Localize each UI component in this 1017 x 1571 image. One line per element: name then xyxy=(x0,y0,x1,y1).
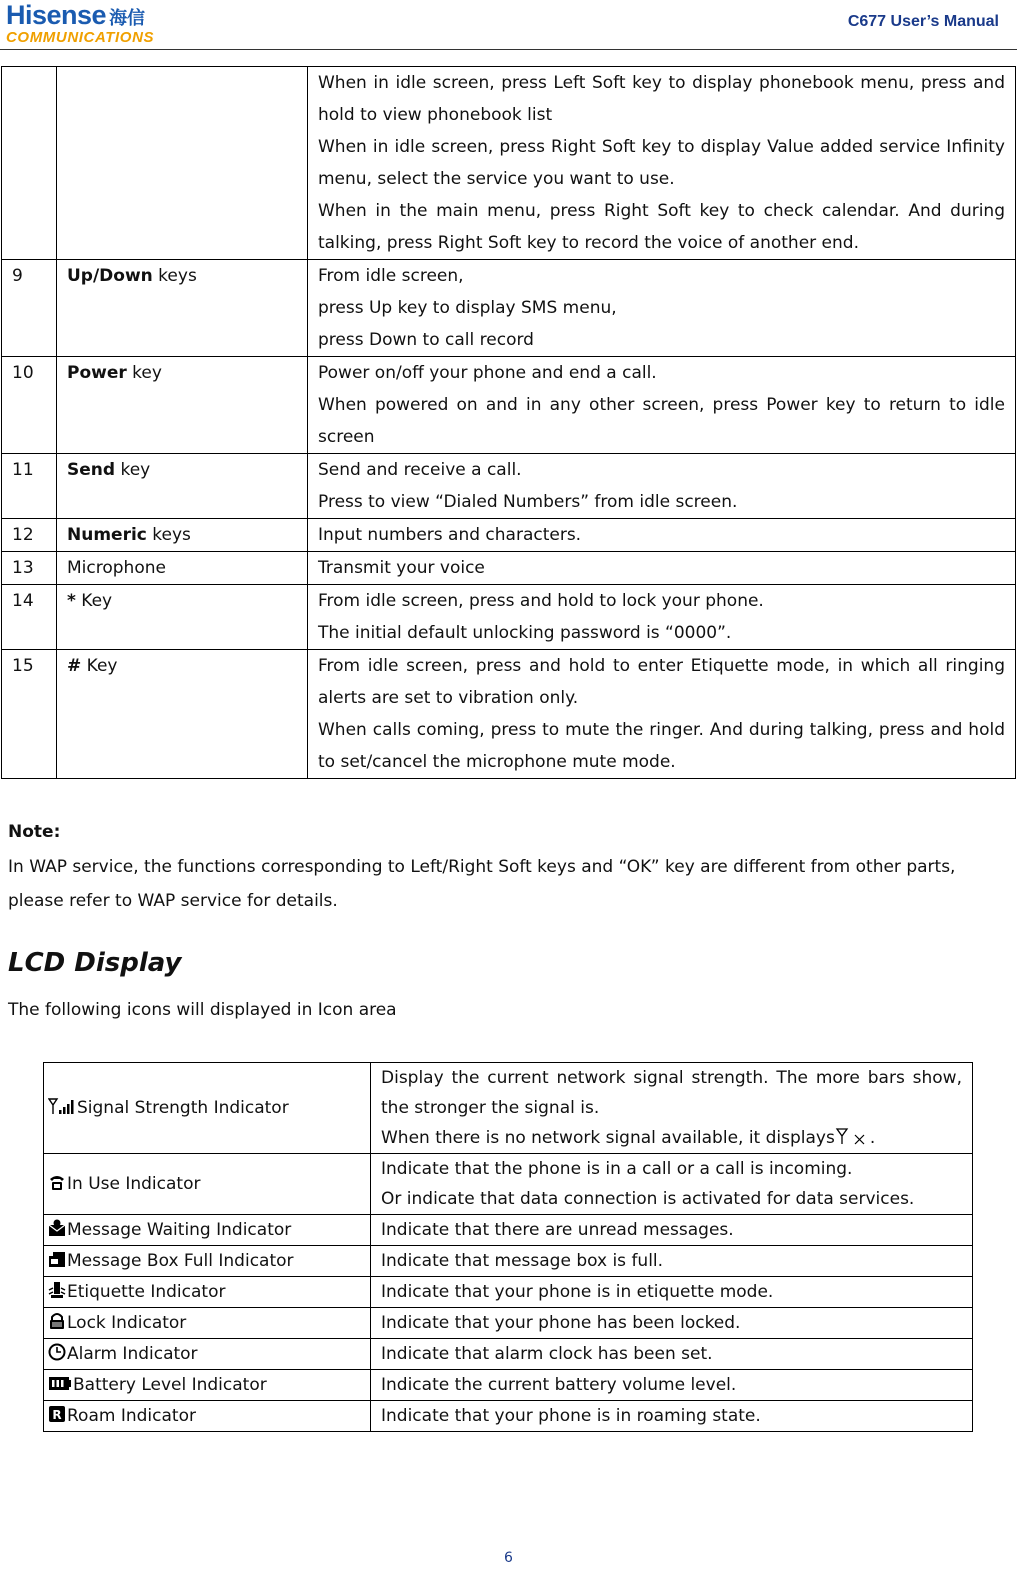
description-line: When in the main menu, press Right Soft key to check calendar. And during talking, press Right Soft key to record the voice of another end. xyxy=(318,201,1005,253)
hisense-logo xyxy=(6,2,196,46)
indicator-name xyxy=(44,1154,371,1215)
section-title-lcd-display: LCD Display xyxy=(8,948,182,978)
table-row xyxy=(2,454,1016,519)
key-name-rest: key xyxy=(126,363,162,383)
description-text: Indicate that message box is full. xyxy=(381,1251,664,1271)
key-number: 9 xyxy=(2,260,57,357)
description-line: From idle screen, press and hold to enter Etiquette mode, in which all ringing alerts are set to vibration only. xyxy=(318,656,1005,708)
key-number: 13 xyxy=(2,552,57,585)
page-header xyxy=(0,0,1017,50)
description-text: Indicate the current battery volume level. xyxy=(381,1375,737,1395)
key-name-bold: # xyxy=(67,656,82,676)
section-intro: The following icons will displayed in Icon area xyxy=(8,1000,397,1020)
description-text: Display the current network signal strength. The more bars show, the stronger the signal is. xyxy=(381,1068,962,1118)
table-row xyxy=(2,357,1016,454)
description-line xyxy=(381,1123,962,1153)
key-name xyxy=(57,260,308,357)
manual-title: C677 User’s Manual xyxy=(847,13,999,30)
description-line: When calls coming, press to mute the ringer. And during talking, press and hold to set/cancel the microphone mute mode. xyxy=(318,720,1005,772)
indicator-description xyxy=(371,1401,973,1432)
indicator-name xyxy=(44,1339,371,1370)
key-name-bold: Send xyxy=(67,460,116,480)
description-line: Power on/off your phone and end a call. xyxy=(318,363,657,383)
message-box-full-icon xyxy=(48,1248,66,1266)
key-number: 12 xyxy=(2,519,57,552)
etiquette-icon xyxy=(48,1279,66,1297)
description-line xyxy=(381,1277,962,1307)
table-row xyxy=(2,585,1016,650)
key-name-rest: key xyxy=(115,460,151,480)
description-line: Send and receive a call. xyxy=(318,460,522,480)
key-description xyxy=(308,454,1016,519)
table-row xyxy=(2,519,1016,552)
key-name-rest: keys xyxy=(146,525,191,545)
key-number: 11 xyxy=(2,454,57,519)
key-description xyxy=(308,585,1016,650)
table-row xyxy=(44,1215,973,1246)
key-description xyxy=(308,260,1016,357)
description-text: Indicate that alarm clock has been set. xyxy=(381,1344,713,1364)
description-text: Indicate that your phone is in etiquette mode. xyxy=(381,1282,774,1302)
key-number: 14 xyxy=(2,585,57,650)
indicator-label: In Use Indicator xyxy=(67,1174,201,1194)
table-row xyxy=(44,1277,973,1308)
description-line xyxy=(381,1370,962,1400)
no-signal-icon xyxy=(835,1125,869,1143)
keys-table xyxy=(1,66,1016,779)
key-number: 10 xyxy=(2,357,57,454)
indicator-name xyxy=(44,1246,371,1277)
key-description xyxy=(308,650,1016,779)
indicator-description xyxy=(371,1277,973,1308)
icons-table xyxy=(43,1062,973,1432)
indicator-description xyxy=(371,1339,973,1370)
description-line xyxy=(381,1063,962,1123)
key-description xyxy=(308,519,1016,552)
page-number: 6 xyxy=(504,1550,513,1566)
table-row xyxy=(44,1401,973,1432)
table-row xyxy=(44,1339,973,1370)
indicator-label: Etiquette Indicator xyxy=(67,1282,226,1302)
key-number xyxy=(2,67,57,260)
table-row xyxy=(44,1370,973,1401)
table-row xyxy=(44,1154,973,1215)
description-text: When there is no network signal available, it displays xyxy=(381,1128,835,1148)
key-description xyxy=(308,552,1016,585)
logo-subtitle: COMMUNICATIONS xyxy=(6,29,155,46)
logo-cjk: 海信 xyxy=(109,8,146,29)
signal-strength-icon xyxy=(48,1095,76,1113)
indicator-name xyxy=(44,1370,371,1401)
indicator-description xyxy=(371,1215,973,1246)
svg-text:R: R xyxy=(52,1408,62,1422)
indicator-description xyxy=(371,1308,973,1339)
description-line xyxy=(381,1184,962,1214)
table-row xyxy=(2,260,1016,357)
note-text: In WAP service, the functions corresponding to Left/Right Soft keys and “OK” key are different from other parts, please refer to WAP service for details. xyxy=(8,857,956,911)
indicator-label: Lock Indicator xyxy=(67,1313,187,1333)
description-line: When in idle screen, press Left Soft key to display phonebook menu, press and hold to view phonebook list xyxy=(318,73,1005,125)
key-name-rest: Key xyxy=(81,656,118,676)
description-line xyxy=(381,1154,962,1184)
indicator-description xyxy=(371,1370,973,1401)
logo-brand: Hisense xyxy=(6,0,107,30)
description-line xyxy=(381,1246,962,1276)
description-text: Or indicate that data connection is activated for data services. xyxy=(381,1189,915,1209)
description-suffix: . xyxy=(869,1128,876,1148)
description-line: press Down to call record xyxy=(318,330,534,350)
table-row xyxy=(44,1246,973,1277)
description-line: Input numbers and characters. xyxy=(318,525,582,545)
description-line: When powered on and in any other screen, press Power key to return to idle screen xyxy=(318,395,1005,447)
note-label: Note: xyxy=(8,822,61,842)
indicator-label: Alarm Indicator xyxy=(67,1344,198,1364)
description-text: Indicate that the phone is in a call or a call is incoming. xyxy=(381,1159,853,1179)
in-use-phone-icon xyxy=(48,1171,66,1189)
key-description xyxy=(308,67,1016,260)
description-line: press Up key to display SMS menu, xyxy=(318,298,617,318)
key-name-rest: Key xyxy=(75,591,113,611)
description-line xyxy=(381,1401,962,1431)
message-waiting-icon xyxy=(48,1217,66,1235)
indicator-name xyxy=(44,1277,371,1308)
lock-icon xyxy=(48,1310,66,1328)
key-name xyxy=(57,67,308,260)
key-name xyxy=(57,650,308,779)
key-name xyxy=(57,585,308,650)
description-line: Transmit your voice xyxy=(318,558,485,578)
battery-icon xyxy=(48,1372,72,1390)
indicator-label: Message Waiting Indicator xyxy=(67,1220,292,1240)
key-number: 15 xyxy=(2,650,57,779)
description-line: From idle screen, xyxy=(318,266,464,286)
key-name xyxy=(57,552,308,585)
indicator-label: Battery Level Indicator xyxy=(73,1375,267,1395)
description-line: Press to view “Dialed Numbers” from idle screen. xyxy=(318,492,738,512)
roam-icon xyxy=(48,1403,66,1421)
description-text: Indicate that your phone is in roaming state. xyxy=(381,1406,761,1426)
alarm-clock-icon xyxy=(48,1341,66,1359)
key-name-rest: Microphone xyxy=(67,558,166,578)
table-row xyxy=(44,1063,973,1154)
indicator-description xyxy=(371,1154,973,1215)
indicator-label: Signal Strength Indicator xyxy=(77,1098,289,1118)
indicator-label: Message Box Full Indicator xyxy=(67,1251,294,1271)
indicator-name xyxy=(44,1215,371,1246)
table-row xyxy=(2,552,1016,585)
description-text: Indicate that there are unread messages. xyxy=(381,1220,734,1240)
key-description xyxy=(308,357,1016,454)
description-text: Indicate that your phone has been locked. xyxy=(381,1313,741,1333)
indicator-description xyxy=(371,1063,973,1154)
key-name xyxy=(57,454,308,519)
key-name xyxy=(57,357,308,454)
description-line xyxy=(381,1339,962,1369)
indicator-description xyxy=(371,1246,973,1277)
key-name-rest: keys xyxy=(152,266,197,286)
key-name-bold: * xyxy=(67,591,76,611)
table-row xyxy=(2,67,1016,260)
key-name-bold: Up/Down xyxy=(67,266,153,286)
key-name-bold: Numeric xyxy=(67,525,147,545)
indicator-name xyxy=(44,1063,371,1154)
key-name xyxy=(57,519,308,552)
description-line: When in idle screen, press Right Soft key to display Value added service Infinity menu, select the service you want to use. xyxy=(318,137,1005,189)
description-line: From idle screen, press and hold to lock your phone. xyxy=(318,591,764,611)
indicator-label: Roam Indicator xyxy=(67,1406,196,1426)
table-row xyxy=(2,650,1016,779)
description-line: The initial default unlocking password is “0000”. xyxy=(318,623,732,643)
description-line xyxy=(381,1308,962,1338)
description-line xyxy=(381,1215,962,1245)
key-name-bold: Power xyxy=(67,363,127,383)
indicator-name xyxy=(44,1308,371,1339)
table-row xyxy=(44,1308,973,1339)
indicator-name xyxy=(44,1401,371,1432)
